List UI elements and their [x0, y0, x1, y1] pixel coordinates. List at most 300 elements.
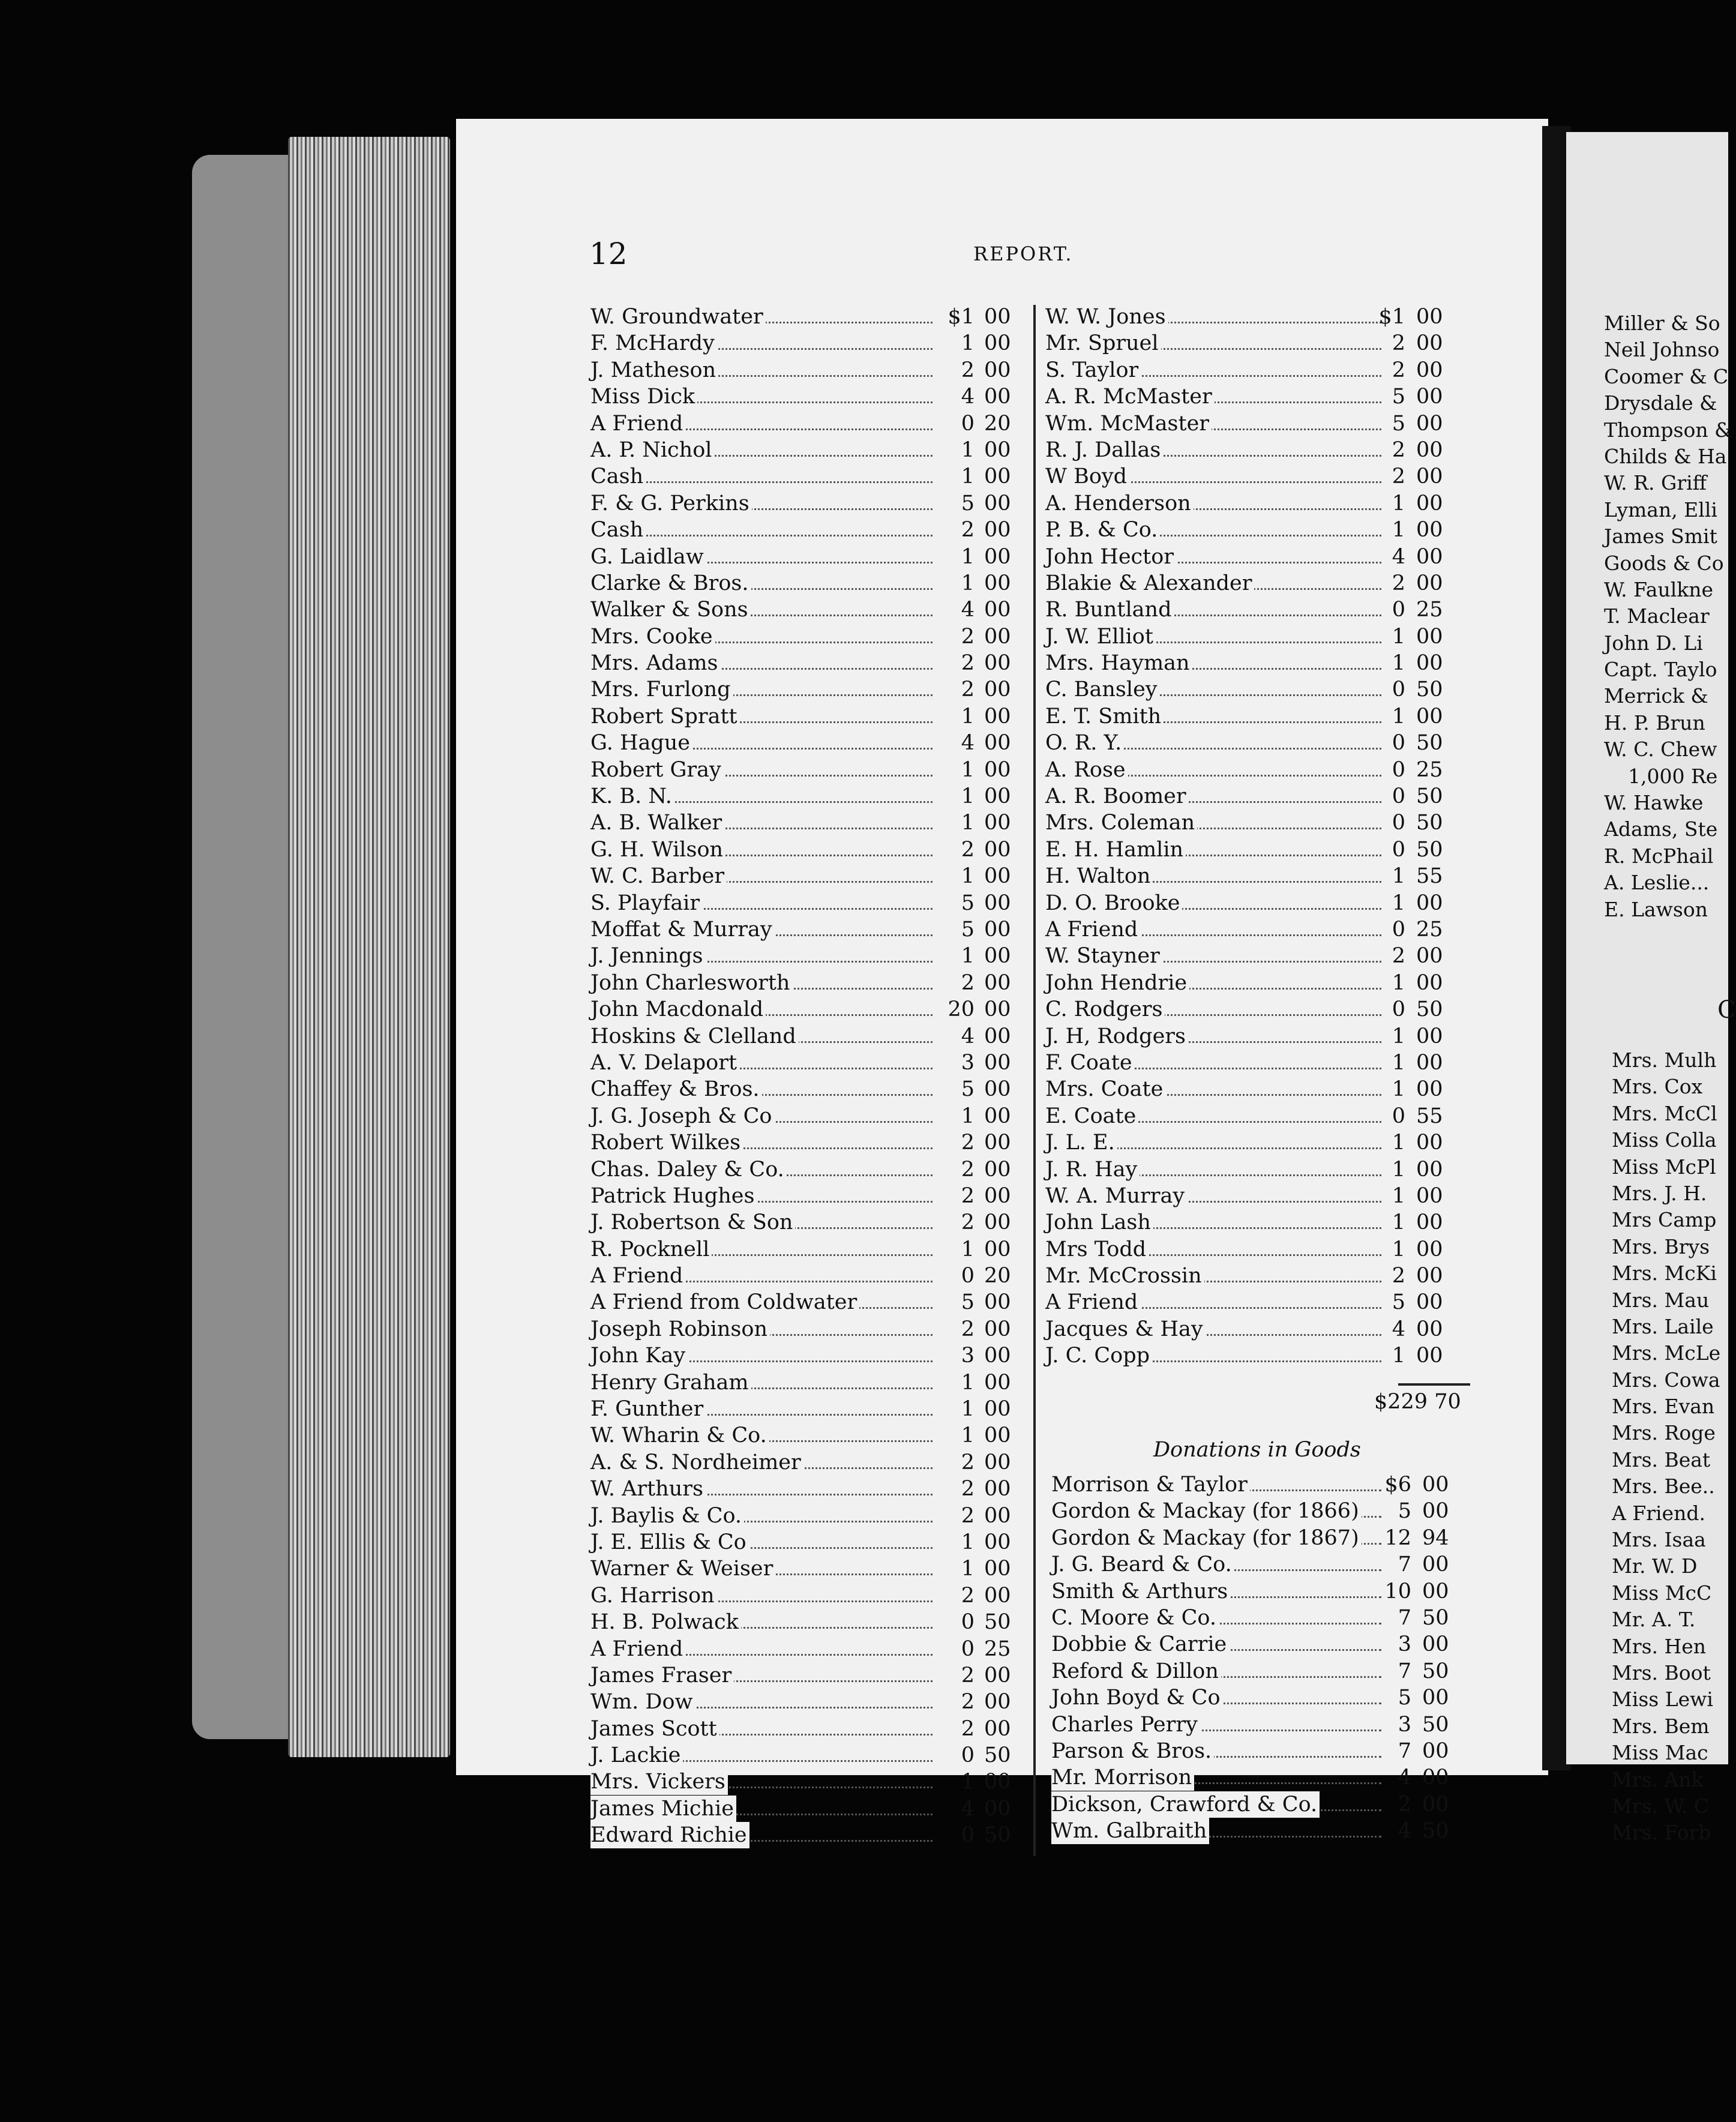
donor-name: A. R. Boomer — [1045, 783, 1189, 810]
amount-cents: 00 — [1422, 1766, 1449, 1790]
amount-dollars: 4 — [961, 731, 975, 756]
amount-cents: 00 — [1422, 1473, 1449, 1497]
donor-name: John Kay — [590, 1342, 688, 1369]
next-page-entry: Goods & Co — [1604, 551, 1724, 575]
donor-name: Clarke & Bros. — [590, 570, 751, 597]
amount-dollars: 0 — [1392, 917, 1405, 942]
next-page-entry: Mrs. Ank — [1612, 1767, 1704, 1791]
amount-dollars: 5 — [1392, 411, 1405, 436]
amount-cents: 00 — [984, 944, 1011, 969]
amount-cents: 00 — [1416, 491, 1443, 515]
amount-dollars: 1 — [1392, 864, 1405, 889]
amount-dollars: 20 — [948, 997, 975, 1022]
donor-name: Robert Gray — [590, 757, 724, 783]
amount-cents: 00 — [1416, 1237, 1443, 1261]
amount-dollars: 2 — [961, 678, 975, 702]
donor-name: S. Playfair — [590, 890, 702, 916]
amount-dollars: 2 — [961, 1183, 975, 1208]
amount-cents: 55 — [1416, 864, 1443, 889]
amount-cents: 00 — [984, 1131, 1011, 1155]
donor-name: A. & S. Nordheimer — [590, 1449, 803, 1476]
page-number: 12 — [589, 236, 628, 271]
amount-dollars: 1 — [1392, 970, 1405, 995]
amount-dollars: 1 — [1392, 1157, 1405, 1182]
amount-dollars: 0 — [1392, 997, 1405, 1022]
amount-dollars: 5 — [1392, 1290, 1405, 1315]
donor-name: C. Rodgers — [1045, 996, 1165, 1023]
amount-dollars: $1 — [1378, 305, 1405, 329]
amount-cents: 00 — [984, 1477, 1011, 1501]
amount-dollars: 2 — [961, 1477, 975, 1501]
amount-dollars: 0 — [1392, 678, 1405, 702]
amount-cents: 25 — [1416, 757, 1443, 782]
donor-name: A. B. Walker — [590, 810, 724, 836]
amount-cents: 00 — [984, 437, 1011, 462]
donor-name: Charles Perry — [1051, 1712, 1200, 1738]
donor-name: Blakie & Alexander — [1045, 570, 1254, 597]
amount-dollars: 3 — [961, 1050, 975, 1075]
amount-cents: 50 — [984, 1743, 1011, 1768]
amount-cents: 00 — [984, 1503, 1011, 1528]
amount-dollars: 7 — [1398, 1659, 1411, 1683]
donor-name: Cash — [590, 517, 646, 543]
donor-name: J. L. E. — [1045, 1129, 1117, 1156]
amount-cents: 00 — [984, 1450, 1011, 1474]
amount-cents: 00 — [984, 891, 1011, 915]
next-page-entry: Mrs. Cowa — [1612, 1368, 1720, 1392]
amount-cents: 50 — [1416, 784, 1443, 809]
donor-name: Hoskins & Clelland — [590, 1023, 799, 1050]
donor-name: A Friend — [1045, 916, 1140, 943]
amount-dollars: 1 — [961, 704, 975, 729]
amount-cents: 00 — [1416, 1077, 1443, 1102]
amount-cents: 00 — [984, 1237, 1011, 1261]
amount-dollars: 1 — [961, 437, 975, 462]
next-page-entry: Merrick & — [1604, 684, 1708, 708]
leader-dots — [596, 517, 933, 537]
amount-dollars: 5 — [1398, 1499, 1411, 1524]
next-page-entry: Mrs. Hen — [1612, 1634, 1707, 1658]
amount-dollars: 1 — [961, 784, 975, 809]
donor-name: James Scott — [590, 1716, 719, 1742]
amount-cents: 50 — [1416, 837, 1443, 862]
next-page-entry: A. Leslie... — [1604, 871, 1710, 895]
amount-dollars: 2 — [1392, 1264, 1405, 1288]
amount-dollars: 1 — [961, 1104, 975, 1128]
amount-cents: 00 — [984, 598, 1011, 622]
amount-dollars: 4 — [961, 598, 975, 622]
amount-dollars: 2 — [961, 1131, 975, 1155]
donor-name: Jacques & Hay — [1045, 1316, 1206, 1342]
donor-name: D. O. Brooke — [1045, 890, 1182, 916]
donor-name: A Friend — [590, 1636, 685, 1662]
donor-name: J. G. Joseph & Co — [590, 1103, 775, 1129]
donor-name: Gordon & Mackay (for 1866) — [1051, 1498, 1362, 1524]
donor-name: W Boyd — [1045, 463, 1129, 490]
amount-cents: 00 — [984, 305, 1011, 329]
amount-cents: 50 — [1422, 1712, 1449, 1737]
amount-cents: 00 — [984, 1344, 1011, 1368]
next-page-entry: Miss McPl — [1612, 1155, 1716, 1179]
amount-dollars: 4 — [1392, 544, 1405, 569]
leader-dots — [596, 463, 933, 483]
amount-dollars: 5 — [961, 917, 975, 942]
next-page-entry: Mrs Camp — [1612, 1208, 1717, 1232]
amount-dollars: 1 — [961, 464, 975, 489]
donor-name: A Friend from Coldwater — [590, 1289, 859, 1315]
amount-cents: 50 — [984, 1823, 1011, 1848]
amount-cents: 00 — [984, 518, 1011, 543]
amount-cents: 00 — [1416, 544, 1443, 569]
amount-dollars: 0 — [1392, 811, 1405, 835]
donor-name: E. H. Hamlin — [1045, 837, 1186, 863]
amount-dollars: 0 — [1392, 757, 1405, 782]
donor-name: J. W. Elliot — [1045, 624, 1156, 650]
donor-name: J. Jennings — [590, 943, 706, 969]
next-page-entry: R. McPhail — [1604, 844, 1714, 868]
next-page-entry: Neil Johnso — [1604, 338, 1720, 362]
amount-cents: 00 — [1422, 1739, 1449, 1763]
next-page-list-bottom — [1612, 1047, 1720, 1847]
next-page-entry: T. Maclear — [1604, 604, 1710, 628]
amount-cents: 00 — [984, 917, 1011, 942]
next-page-entry: Capt. Taylo — [1604, 658, 1717, 682]
donor-name: John Hendrie — [1045, 970, 1189, 996]
donor-name: P. B. & Co. — [1045, 517, 1160, 543]
amount-cents: 50 — [1416, 997, 1443, 1022]
amount-dollars: 2 — [961, 1450, 975, 1474]
donor-name: Patrick Hughes — [590, 1183, 757, 1209]
amount-dollars: 5 — [1398, 1686, 1411, 1710]
next-page-entry: Mrs. Isaa — [1612, 1528, 1706, 1552]
donor-name: S. Taylor — [1045, 357, 1141, 383]
donor-name: Chaffey & Bros. — [590, 1076, 762, 1102]
amount-dollars: 12 — [1384, 1525, 1411, 1550]
donor-name: J. E. Ellis & Co — [590, 1529, 749, 1555]
amount-dollars: 1 — [961, 1397, 975, 1422]
donor-name: Mrs. Hayman — [1045, 650, 1192, 676]
donor-name: Walker & Sons — [590, 597, 751, 623]
donor-name: E. Coate — [1045, 1103, 1138, 1129]
next-page-entry: Miss Colla — [1612, 1128, 1717, 1152]
amount-dollars: 2 — [961, 837, 975, 862]
amount-cents: 50 — [1416, 678, 1443, 702]
amount-cents: 00 — [1416, 1290, 1443, 1315]
amount-dollars: 1 — [961, 1770, 975, 1794]
amount-dollars: 5 — [961, 891, 975, 915]
next-page-entry: W. Faulkne — [1604, 577, 1714, 601]
donor-name: Cash — [590, 463, 646, 490]
amount-dollars: 7 — [1398, 1739, 1411, 1763]
amount-cents: 00 — [984, 1530, 1011, 1554]
amount-cents: 00 — [1416, 624, 1443, 649]
amount-dollars: 2 — [1392, 944, 1405, 969]
donor-name: J. G. Beard & Co. — [1051, 1551, 1234, 1578]
amount-dollars: 1 — [1392, 891, 1405, 915]
amount-cents: 20 — [984, 1264, 1011, 1288]
amount-cents: 00 — [984, 784, 1011, 809]
next-page-entry: Childs & Ha — [1604, 444, 1727, 468]
donor-name: F. & G. Perkins — [590, 490, 752, 517]
amount-cents: 00 — [984, 1690, 1011, 1715]
donor-name: W. C. Barber — [590, 863, 727, 889]
donor-name: F. Gunther — [590, 1396, 706, 1422]
amount-cents: 00 — [1416, 1024, 1443, 1048]
amount-dollars: 0 — [961, 411, 975, 436]
amount-dollars: 1 — [961, 331, 975, 356]
donor-name: W. A. Murray — [1045, 1183, 1187, 1209]
amount-cents: 00 — [984, 1557, 1011, 1581]
amount-cents: 50 — [1422, 1819, 1449, 1844]
next-page-entry: Mrs. Bee.. — [1612, 1474, 1715, 1498]
amount-cents: 00 — [1416, 411, 1443, 436]
donor-name: A. R. McMaster — [1045, 383, 1215, 410]
amount-dollars: 0 — [1392, 784, 1405, 809]
amount-cents: 00 — [984, 1104, 1011, 1128]
donor-name: Robert Spratt — [590, 703, 740, 730]
donor-name: Mrs. Coate — [1045, 1076, 1165, 1102]
next-page-entry: Mrs. McLe — [1612, 1341, 1721, 1365]
amount-dollars: 1 — [961, 1237, 975, 1261]
donor-name: H. B. Polwack — [590, 1609, 741, 1635]
donor-name: J. H, Rodgers — [1045, 1023, 1188, 1050]
donor-name: A. V. Delaport — [590, 1050, 739, 1076]
next-page-list-top — [1604, 310, 1732, 923]
donor-name: Wm. Dow — [590, 1689, 695, 1715]
next-page-entry: W. C. Chew — [1604, 738, 1717, 762]
amount-dollars: 1 — [1392, 1024, 1405, 1048]
amount-dollars: 1 — [1392, 1077, 1405, 1102]
amount-dollars: 2 — [1392, 358, 1405, 382]
donor-name: A. Henderson — [1045, 490, 1194, 517]
donor-name: Wm. Galbraith — [1051, 1818, 1209, 1844]
donor-name: W. Stayner — [1045, 943, 1162, 969]
donor-name: J. Baylis & Co. — [590, 1503, 744, 1529]
amount-dollars: 1 — [1392, 1183, 1405, 1208]
donor-name: Smith & Arthurs — [1051, 1578, 1230, 1605]
amount-cents: 00 — [984, 837, 1011, 862]
amount-cents: 20 — [984, 411, 1011, 436]
next-page-entry: Mrs. Beat — [1612, 1447, 1711, 1471]
amount-dollars: 7 — [1398, 1605, 1411, 1630]
donor-name: F. McHardy — [590, 330, 717, 356]
amount-cents: 00 — [984, 1583, 1011, 1608]
amount-cents: 00 — [1422, 1632, 1449, 1657]
next-page-entry: Mrs. Brys — [1612, 1234, 1710, 1258]
amount-dollars: 4 — [961, 1024, 975, 1048]
donor-name: A. P. Nichol — [590, 437, 714, 463]
amount-dollars: 5 — [1392, 385, 1405, 409]
amount-dollars: 0 — [961, 1637, 975, 1661]
amount-dollars: 4 — [1392, 1317, 1405, 1341]
amount-dollars: 2 — [961, 1690, 975, 1715]
amount-cents: 00 — [984, 757, 1011, 782]
amount-dollars: 0 — [1392, 598, 1405, 622]
amount-cents: 00 — [1422, 1579, 1449, 1604]
amount-cents: 00 — [984, 1423, 1011, 1448]
donor-name: John Boyd & Co — [1051, 1685, 1223, 1711]
donor-name: A. Rose — [1045, 757, 1128, 783]
amount-dollars: 2 — [1392, 331, 1405, 356]
amount-cents: 00 — [984, 1183, 1011, 1208]
donor-name: O. R. Y. — [1045, 730, 1124, 756]
next-page-entry: Mrs. Mau — [1612, 1288, 1710, 1312]
amount-cents: 00 — [1416, 1344, 1443, 1368]
amount-dollars: 1 — [961, 544, 975, 569]
amount-cents: 00 — [984, 571, 1011, 595]
amount-cents: 00 — [1416, 1183, 1443, 1208]
amount-dollars: 4 — [961, 385, 975, 409]
next-page-entry: Thompson & — [1604, 418, 1732, 442]
donor-name: Mrs. Cooke — [590, 624, 715, 650]
donor-name: R. J. Dallas — [1045, 437, 1163, 463]
amount-cents: 00 — [1416, 331, 1443, 356]
page-title: REPORT. — [973, 242, 1074, 265]
donor-name: Dobbie & Carrie — [1051, 1631, 1229, 1658]
next-page-entry: Mr. A. T. — [1612, 1608, 1696, 1632]
amount-cents: 50 — [1422, 1605, 1449, 1630]
amount-cents: 00 — [1422, 1499, 1449, 1524]
amount-dollars: $1 — [948, 305, 975, 329]
donor-name: Mrs. Coleman — [1045, 810, 1197, 836]
amount-cents: 00 — [984, 491, 1011, 515]
amount-dollars: 1 — [961, 1423, 975, 1448]
next-page-heading: C — [1717, 996, 1736, 1024]
next-page-entry: W. Hawke — [1604, 791, 1704, 815]
amount-dollars: 1 — [1392, 1237, 1405, 1261]
next-page-entry: W. R. Griff — [1604, 471, 1707, 495]
amount-cents: 00 — [1422, 1552, 1449, 1577]
amount-cents: 00 — [1416, 464, 1443, 489]
donor-name: C. Moore & Co. — [1051, 1605, 1219, 1631]
donor-name: Parson & Bros. — [1051, 1738, 1214, 1764]
donor-name: Mrs Todd — [1045, 1236, 1149, 1263]
donor-name: Mrs. Furlong — [590, 676, 733, 703]
next-page-entry: Mrs. Bem — [1612, 1714, 1710, 1738]
amount-cents: 00 — [984, 385, 1011, 409]
donor-name: W. Groundwater — [590, 304, 766, 330]
donor-name: Wm. McMaster — [1045, 410, 1212, 437]
donor-name: Chas. Daley & Co. — [590, 1156, 787, 1183]
amount-dollars: 2 — [1392, 464, 1405, 489]
next-page-entry: Mrs. Forb — [1612, 1821, 1711, 1845]
page-edges — [288, 137, 450, 1757]
donor-name: J. C. Copp — [1045, 1342, 1152, 1369]
donor-name: K. B. N. — [590, 783, 674, 810]
next-page-entry: E. Lawson — [1604, 897, 1708, 921]
amount-cents: 00 — [984, 1397, 1011, 1422]
amount-cents: 00 — [1416, 1210, 1443, 1235]
next-page-entry: Mr. W. D — [1612, 1554, 1698, 1578]
amount-cents: 00 — [1416, 944, 1443, 969]
donor-name: W. Wharin & Co. — [590, 1422, 769, 1449]
donor-name: Mr. Spruel — [1045, 330, 1161, 356]
amount-cents: 00 — [1416, 704, 1443, 729]
amount-cents: 00 — [984, 704, 1011, 729]
donor-name: W. W. Jones — [1045, 304, 1168, 330]
donor-name: Dickson, Crawford & Co. — [1051, 1791, 1320, 1818]
amount-cents: 00 — [1416, 1264, 1443, 1288]
amount-cents: 00 — [984, 1370, 1011, 1395]
donor-name: Edward Richie — [590, 1822, 749, 1848]
next-page-entry: Mrs. Laile — [1612, 1314, 1714, 1338]
donor-name: G. Laidlaw — [590, 544, 706, 570]
amount-dollars: 1 — [1392, 651, 1405, 676]
amount-dollars: 0 — [1392, 1104, 1405, 1128]
amount-cents: 94 — [1422, 1525, 1449, 1550]
amount-cents: 00 — [984, 1716, 1011, 1741]
amount-cents: 25 — [1416, 598, 1443, 622]
donor-name: James Michie — [590, 1796, 736, 1822]
donor-name: R. Buntland — [1045, 597, 1174, 623]
donor-name: Miss Dick — [590, 383, 697, 410]
amount-cents: 00 — [1416, 437, 1443, 462]
amount-cents: 00 — [1416, 651, 1443, 676]
amount-dollars: 0 — [1392, 837, 1405, 862]
amount-cents: 00 — [984, 651, 1011, 676]
donor-name: H. Walton — [1045, 863, 1153, 889]
amount-cents: 00 — [984, 731, 1011, 756]
next-page-entry: Mrs. Roge — [1612, 1421, 1716, 1445]
donor-name: John Hector — [1045, 544, 1176, 570]
donor-name: J. Lackie — [590, 1742, 683, 1769]
next-page-entry: Mrs. J. H. — [1612, 1181, 1707, 1205]
next-page-entry: Mrs. Cox — [1612, 1075, 1703, 1099]
amount-dollars: 0 — [961, 1610, 975, 1635]
next-page-entry: Mrs. McKi — [1612, 1261, 1717, 1285]
donor-name: Mrs. Vickers — [590, 1769, 728, 1795]
amount-dollars: 4 — [961, 1796, 975, 1821]
amount-cents: 00 — [1422, 1686, 1449, 1710]
next-page-entry: Miller & So — [1604, 311, 1720, 335]
amount-dollars: 0 — [1392, 731, 1405, 756]
amount-dollars: 2 — [961, 1157, 975, 1182]
next-page-entry: Mrs. McCl — [1612, 1101, 1717, 1125]
amount-cents: 00 — [1416, 571, 1443, 595]
amount-dollars: 5 — [961, 1290, 975, 1315]
amount-cents: 00 — [984, 1050, 1011, 1075]
amount-dollars: 1 — [961, 1370, 975, 1395]
next-page-entry: 1,000 Re — [1628, 764, 1718, 788]
donor-name: Reford & Dillon — [1051, 1658, 1221, 1685]
amount-cents: 50 — [1416, 811, 1443, 835]
amount-cents: 00 — [984, 997, 1011, 1022]
amount-cents: 00 — [984, 1796, 1011, 1821]
next-page-entry: Mrs. Boot — [1612, 1661, 1711, 1685]
amount-cents: 00 — [1416, 305, 1443, 329]
next-page-entry: Lyman, Elli — [1604, 497, 1717, 521]
donor-name: Joseph Robinson — [590, 1316, 770, 1342]
amount-dollars: 0 — [961, 1823, 975, 1848]
donor-name: Henry Graham — [590, 1369, 751, 1396]
amount-dollars: 2 — [961, 518, 975, 543]
amount-cents: 00 — [984, 464, 1011, 489]
amount-dollars: 5 — [961, 1077, 975, 1102]
amount-dollars: 1 — [961, 571, 975, 595]
donor-name: Gordon & Mackay (for 1867) — [1051, 1525, 1362, 1551]
next-page-entry: Miss Lewi — [1612, 1688, 1713, 1712]
amount-cents: 00 — [984, 358, 1011, 382]
amount-cents: 00 — [984, 1210, 1011, 1235]
amount-dollars: 2 — [961, 1503, 975, 1528]
column-divider — [1033, 305, 1036, 1856]
amount-cents: 25 — [1416, 917, 1443, 942]
total-amount: $229 70 — [1374, 1390, 1461, 1414]
donor-name: G. Hague — [590, 730, 692, 756]
amount-dollars: 4 — [1398, 1766, 1411, 1790]
amount-cents: 50 — [1416, 731, 1443, 756]
amount-cents: 00 — [984, 624, 1011, 649]
